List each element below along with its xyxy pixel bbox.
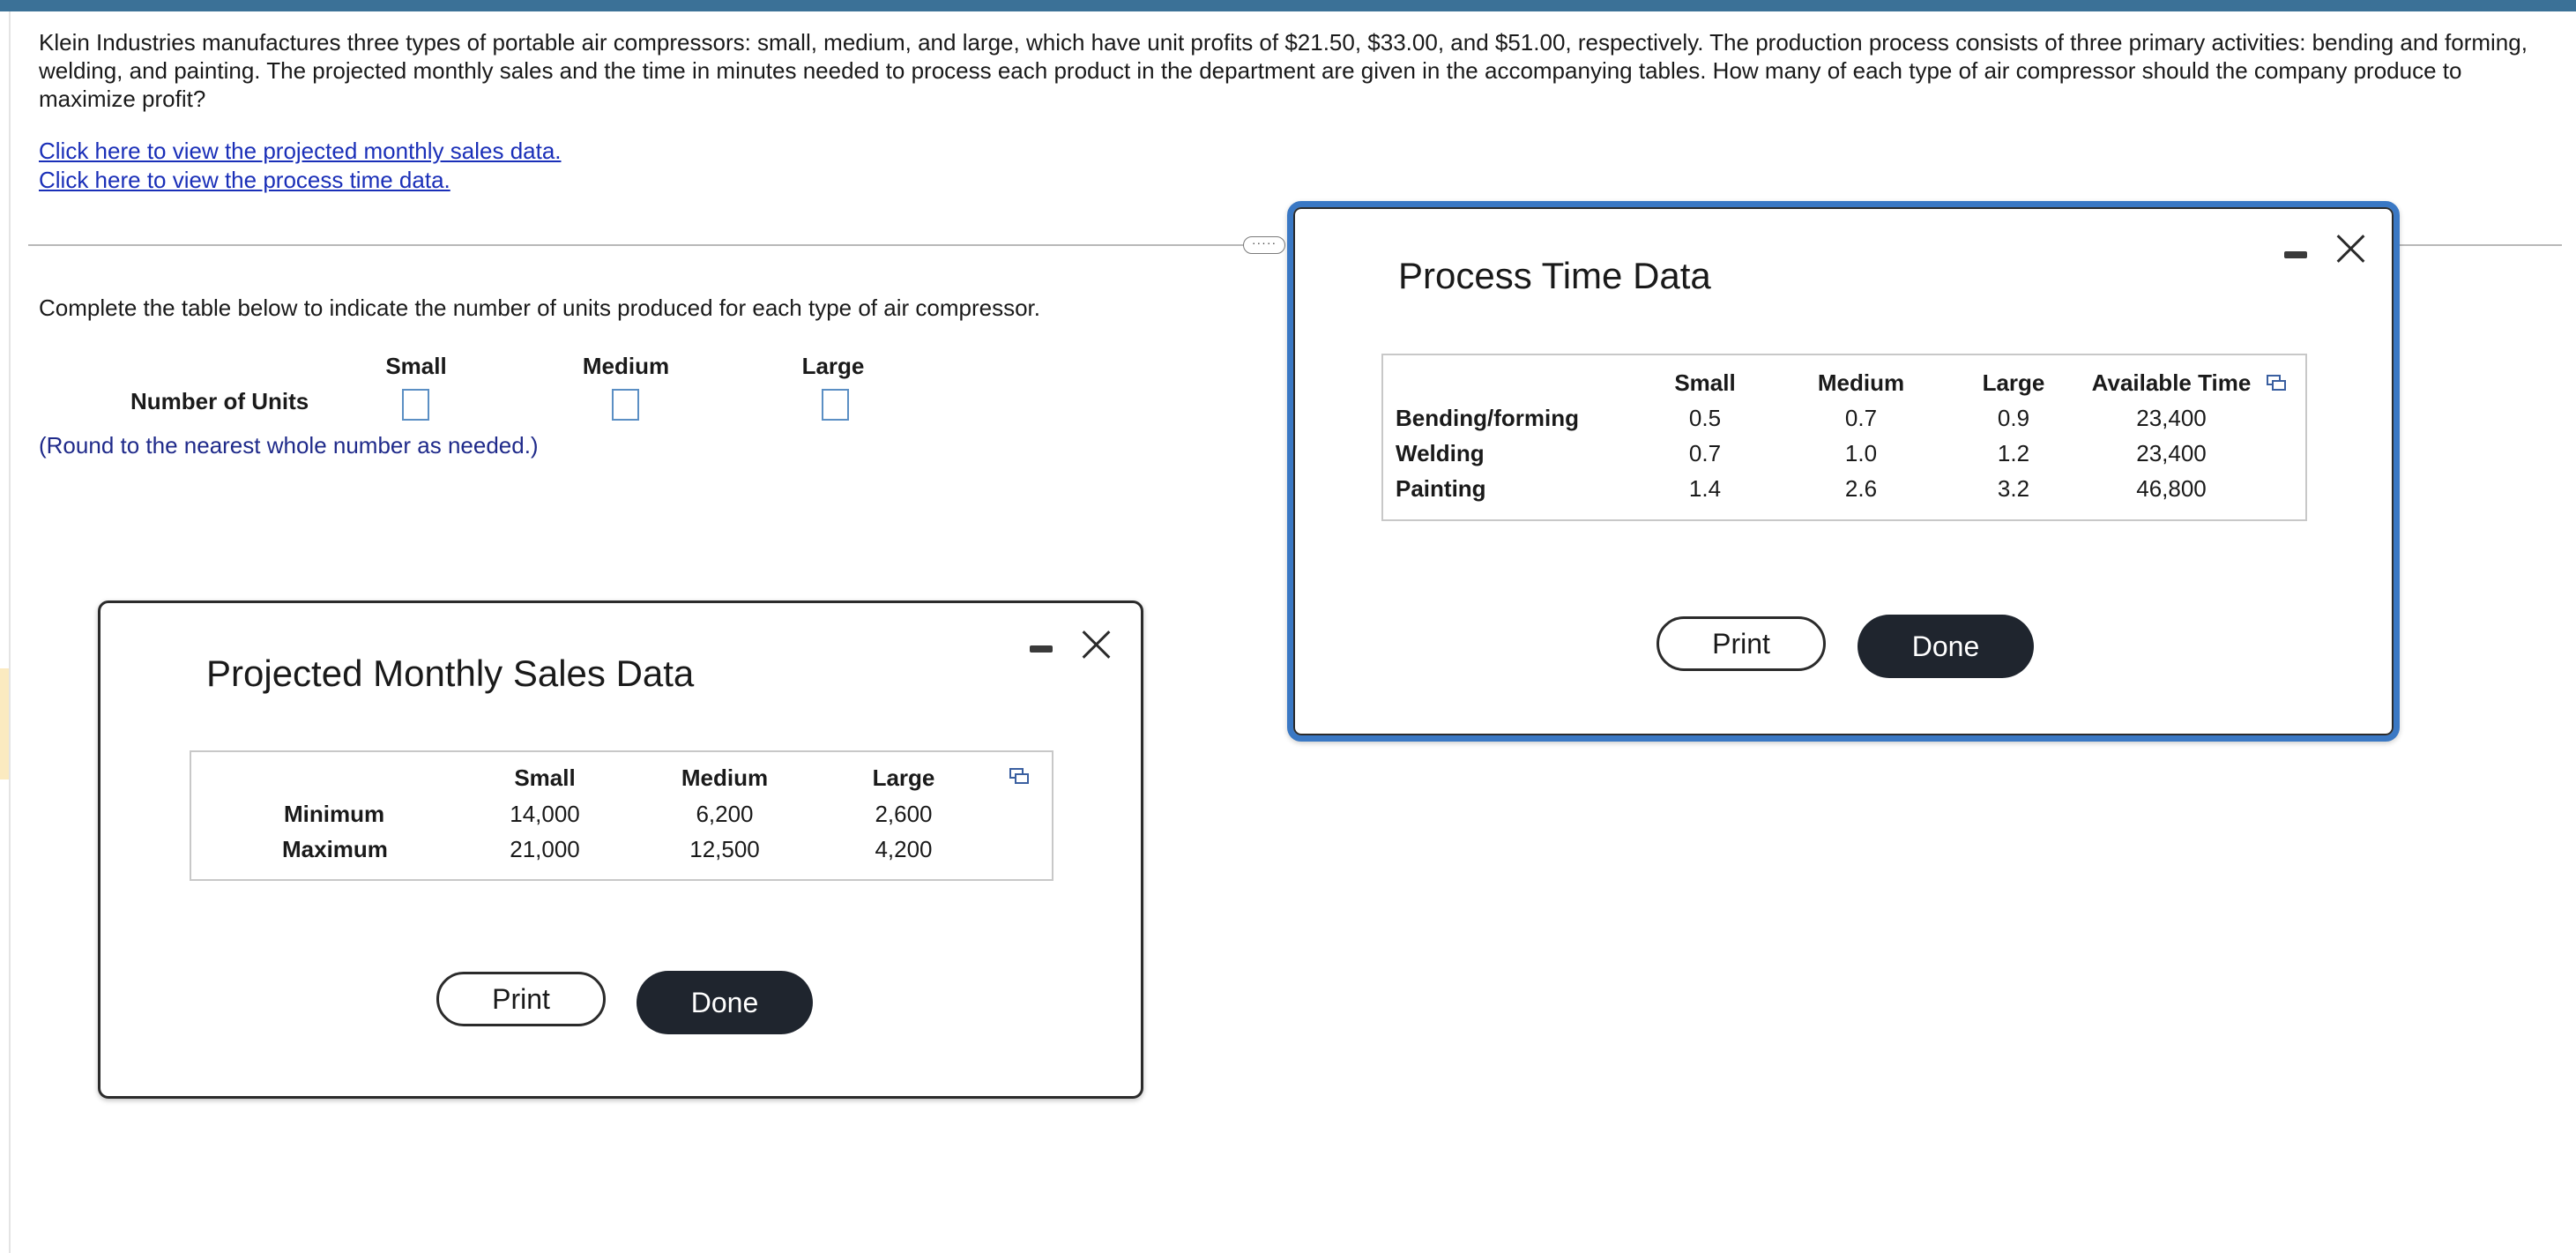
process-row-bending-forming: Bending/forming <box>1396 405 1579 431</box>
sales-data-table <box>190 750 1053 881</box>
process-col-available-time: Available Time <box>2091 369 2252 396</box>
sales-dialog-title: Projected Monthly Sales Data <box>206 653 695 694</box>
close-icon[interactable] <box>2335 234 2365 264</box>
data-links <box>39 137 562 195</box>
sales-min-medium: 6,200 <box>696 801 754 827</box>
left-edge-marker <box>0 668 9 779</box>
minimize-icon[interactable] <box>2284 251 2307 258</box>
painting-medium: 2.6 <box>1844 475 1878 502</box>
painting-large: 3.2 <box>1997 475 2030 502</box>
left-edge-rule <box>9 11 11 1253</box>
print-button[interactable]: Print <box>436 972 606 1026</box>
minimize-icon[interactable] <box>1030 645 1053 653</box>
process-col-medium: Medium <box>1817 369 1905 396</box>
answer-row-label: Number of Units <box>130 388 309 414</box>
sales-max-large: 4,200 <box>875 836 933 862</box>
process-dialog-title: Process Time Data <box>1398 255 1711 296</box>
process-row-painting: Painting <box>1396 475 1486 502</box>
welding-small: 0.7 <box>1688 440 1722 466</box>
painting-small: 1.4 <box>1688 475 1722 502</box>
sales-col-large: Large <box>872 764 935 791</box>
link-process-data[interactable]: Click here to view the process time data. <box>39 167 450 193</box>
sales-max-medium: 12,500 <box>689 836 760 862</box>
link-sales-data[interactable]: Click here to view the projected monthly sales data. <box>39 138 562 164</box>
copy-table-icon[interactable] <box>1009 768 1029 784</box>
done-button[interactable]: Done <box>1858 615 2034 678</box>
answer-col-small: Small <box>385 353 447 379</box>
painting-available-time: 46,800 <box>2136 475 2207 502</box>
large-units-input[interactable] <box>822 389 849 421</box>
done-button[interactable]: Done <box>637 971 813 1034</box>
question-text: Klein Industries manufactures three types of portable air compressors: small, medium, and large, which have unit profits of $21.50, $33.00, and $51.00, respectively. The production process consists of three primary activities: bending and forming, welding, and painting. The projected monthly sales and the time in minutes needed to process each product in the department are given in the accompanying tables. How many of each type of air compressor should the company produce to maximize profit? <box>39 29 2528 112</box>
welding-available-time: 23,400 <box>2136 440 2207 466</box>
sales-col-small: Small <box>514 764 576 791</box>
welding-large: 1.2 <box>1997 440 2030 466</box>
bending-medium: 0.7 <box>1844 405 1878 431</box>
process-col-small: Small <box>1674 369 1736 396</box>
more-options-button[interactable]: ····· <box>1243 236 1285 254</box>
welding-medium: 1.0 <box>1844 440 1878 466</box>
copy-table-icon[interactable] <box>2267 375 2286 391</box>
process-row-welding: Welding <box>1396 440 1485 466</box>
section-divider-left <box>28 244 1245 246</box>
process-time-dialog <box>1287 201 2400 742</box>
bending-available-time: 23,400 <box>2136 405 2207 431</box>
process-col-large: Large <box>1982 369 2045 396</box>
sales-data-dialog <box>98 600 1143 1099</box>
sales-min-large: 2,600 <box>875 801 933 827</box>
small-units-input[interactable] <box>402 389 429 421</box>
answer-col-large: Large <box>801 353 865 379</box>
answer-col-medium: Medium <box>582 353 670 379</box>
section-divider-right <box>2400 244 2562 246</box>
rounding-note: (Round to the nearest whole number as needed.) <box>39 432 539 459</box>
sales-max-small: 21,000 <box>510 836 580 862</box>
top-bar <box>0 0 2576 11</box>
sales-col-medium: Medium <box>681 764 769 791</box>
medium-units-input[interactable] <box>612 389 639 421</box>
sales-row-maximum: Maximum <box>282 836 388 862</box>
print-button[interactable]: Print <box>1657 616 1826 671</box>
bending-small: 0.5 <box>1688 405 1722 431</box>
bending-large: 0.9 <box>1997 405 2030 431</box>
answer-instruction: Complete the table below to indicate the number of units produced for each type of air compressor. <box>39 295 1040 321</box>
process-time-table <box>1381 354 2307 521</box>
close-icon[interactable] <box>1081 630 1111 660</box>
sales-min-small: 14,000 <box>510 801 580 827</box>
sales-row-minimum: Minimum <box>284 801 385 827</box>
